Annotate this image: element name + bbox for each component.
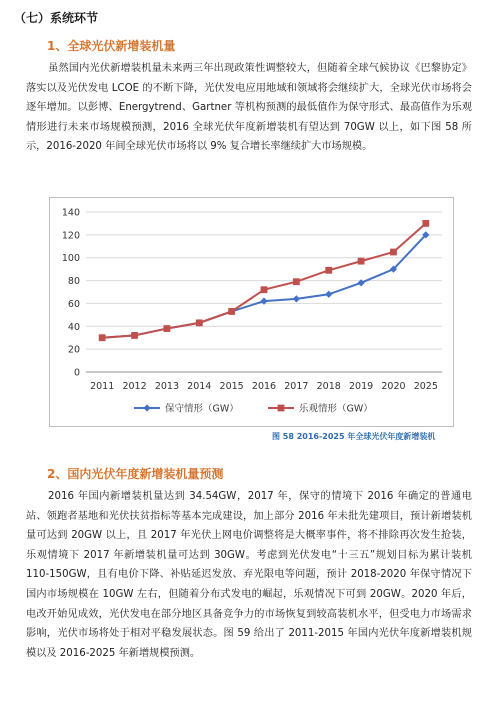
x-tick-label: 2017 [284,381,309,392]
legend-marker-diamond [143,404,150,411]
x-tick-label: 2025 [413,381,438,392]
y-tick-label: 60 [67,298,80,310]
y-tick-label: 0 [73,367,80,379]
subsection-title-global: 1、全球光伏新增装机量 [47,39,176,53]
x-tick-label: 2019 [348,381,374,392]
legend-label: 乐观情形（GW） [299,403,373,415]
legend-marker-square [278,405,285,412]
data-point-optimistic [358,258,365,265]
chart-x-ticks [90,381,438,392]
chart-legend [134,403,373,415]
data-point-optimistic [261,286,268,293]
x-tick-label: 2014 [187,381,212,392]
paragraph-domestic-market [26,487,472,663]
data-point-optimistic [228,308,235,315]
x-tick-label: 2015 [219,381,244,392]
global-pv-chart [50,198,453,426]
data-point-conservative [293,295,300,302]
x-tick-label: 2016 [251,381,277,392]
paragraph-global-text: 虽然国内光伏新增装机量未来两三年出现政策性调整较大，但随着全球气候协议《巴黎协定》落实以及光伏发电 LCOE 的不断下降，光伏发电应用地域和领域将会继续扩大，全球光伏市场将会逐年增加。以彭博、Energytrend、Gartner 等机构预测的最低值作为保守形式、最高值作为乐观情形进行未来市场规模预测，2016 全球光伏年度新增装机有望达到 70GW 以上，如下图 58 所示，2016-2020 年间全球光伏市场将以 9% 复合增长率继续扩大市场规模。 [26,63,472,153]
paragraph-global-market [26,59,472,157]
data-point-conservative [325,291,332,298]
x-tick-label: 2013 [154,381,180,392]
y-tick-label: 100 [61,253,80,265]
y-tick-label: 80 [67,276,80,288]
paragraph-domestic-text: 2016 年国内新增装机量达到 34.54GW，2017 年，保守的情境下 2016 年确定的普通电站、领跑者基地和光伏扶贫指标等基本完成建设，加上部分 2016 年未批先建项目，预计新增装机量可达到 20GW 以上，且 2017 年光伏上网电价调整将是大概率事件，将不排除再次发生抢装，乐观情境下 2017 年新增装机量可达到 30GW。考虑到光伏发电“十三五”规划目标为累计装机 110-150GW，且有电价下降、补贴延迟发放、弃光限电等问题，预计 2018-2020 年保守情况下国内市场规模在 10GW 左右，但随着分布式发电的崛起，乐观情况下可到 20GW。2020 年后，电改开始见成效，光伏发电在部分地区具备竞争力的市场恢复到较高装机水平，但受电力市场需求影响，光伏市场将处于相对平稳发展状态。图 59 给出了 2011-2015 年国内光伏年度新增装机规模以及 2016-2025 年新增规模预测。 [26,491,472,659]
subsection-title-domestic: 2、国内光伏年度新增装机量预测 [47,467,224,481]
legend-label: 保守情形（GW） [165,403,239,415]
x-tick-label: 2012 [122,381,147,392]
y-tick-label: 20 [67,344,80,356]
data-point-optimistic [422,220,429,227]
data-point-optimistic [131,332,138,339]
section-title: （七）系统环节 [14,11,99,25]
data-point-optimistic [99,334,106,341]
figure-caption: 图 58 2016-2025 年全球光伏年度新增装机 [272,432,436,441]
chart-frame [49,197,454,427]
x-tick-label: 2020 [381,381,406,392]
x-tick-label: 2018 [316,381,341,392]
data-point-optimistic [390,249,397,256]
data-point-optimistic [325,267,332,274]
y-tick-label: 40 [67,321,80,333]
data-point-optimistic [164,325,171,332]
y-tick-label: 140 [61,207,80,219]
data-point-optimistic [293,278,300,285]
chart-y-ticks [62,208,80,379]
data-point-optimistic [196,319,203,326]
y-tick-label: 120 [61,230,80,242]
series-line-1 [102,235,426,338]
x-tick-label: 2011 [90,381,115,392]
